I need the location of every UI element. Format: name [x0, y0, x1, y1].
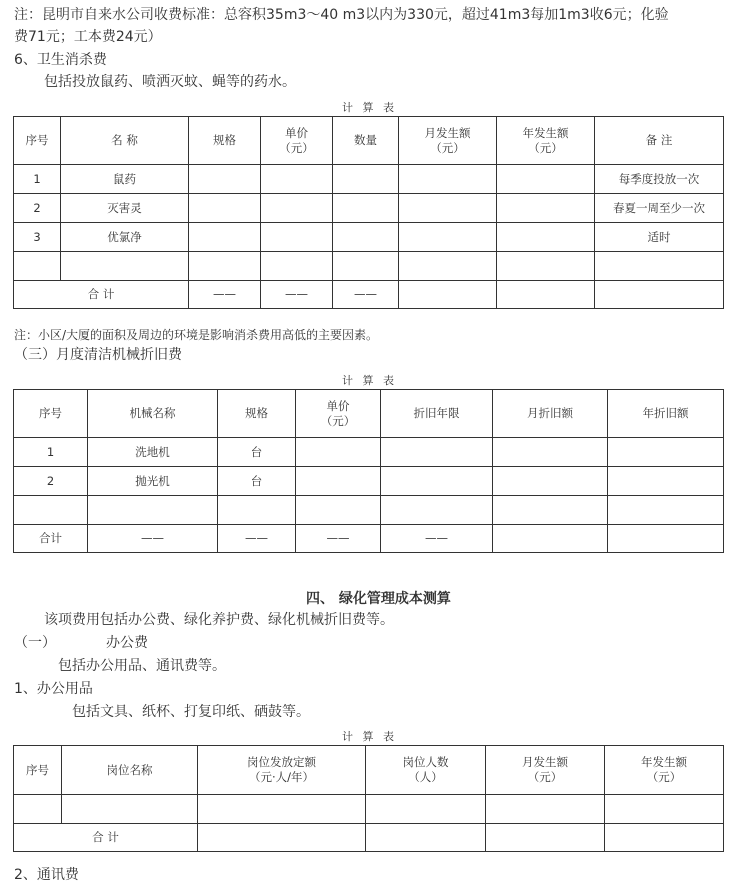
table1-row	[14, 223, 724, 252]
table1-cell: 鼠药	[61, 165, 189, 194]
table1-header-cell: 序号	[14, 117, 61, 165]
table2-cell: 洗地机	[88, 438, 218, 467]
table2-cell	[14, 496, 88, 525]
table2-header-cell: 年折旧额	[608, 390, 724, 438]
table1-cell: 春夏一周至少一次	[595, 194, 724, 223]
table1-cell: 3	[14, 223, 61, 252]
table1-header-cell: 年发生额 （元）	[497, 117, 595, 165]
table2-cell	[381, 467, 493, 496]
table3-header-cell: 岗位名称	[62, 746, 198, 795]
table2-total-cell	[608, 525, 724, 553]
table2-cell	[608, 467, 724, 496]
table2-cell	[381, 438, 493, 467]
table1-caption: 计 算 表	[342, 101, 397, 114]
table1-cell	[333, 223, 399, 252]
table3-header-cell: 年发生额 （元）	[605, 746, 724, 795]
table3-header-cell: 岗位人数 （人）	[366, 746, 486, 795]
table3-caption: 计 算 表	[342, 730, 397, 743]
table2-total-cell	[493, 525, 608, 553]
table2-header-cell: 序号	[14, 390, 88, 438]
table3-cell	[366, 795, 486, 824]
table2-row	[14, 496, 724, 525]
table2-total-cell: ——	[381, 525, 493, 553]
table2	[13, 389, 724, 553]
table2-total-cell: 合计	[14, 525, 88, 553]
table3-header-cell: 月发生额 （元）	[486, 746, 605, 795]
table1-header-cell: 名 称	[61, 117, 189, 165]
sub1-number: （一）	[14, 635, 56, 651]
table1-row	[14, 252, 724, 281]
table2-cell: 2	[14, 467, 88, 496]
table1-note: 注：小区/大厦的面积及周边的环境是影响消杀费用高低的主要因素。	[14, 328, 379, 342]
note-top-line1: 注：昆明市自来水公司收费标准：总容积35m3～40 m3以内为330元，超过41m3每加1m3收6元；化验	[14, 7, 669, 23]
table1-cell	[189, 194, 261, 223]
table2-cell	[493, 438, 608, 467]
table2-cell	[296, 438, 381, 467]
table1-row	[14, 194, 724, 223]
table2-header-cell: 规格	[218, 390, 296, 438]
table3-total-row	[14, 824, 724, 852]
table2-cell: 台	[218, 438, 296, 467]
table1-cell	[261, 223, 333, 252]
part4-desc: 该项费用包括办公费、绿化养护费、绿化机械折旧费等。	[44, 612, 394, 628]
table2-cell: 台	[218, 467, 296, 496]
table2-cell	[381, 496, 493, 525]
table1-cell	[399, 223, 497, 252]
table2-total-cell: ——	[296, 525, 381, 553]
table2-header-cell: 机械名称	[88, 390, 218, 438]
sub1-title: 办公费	[106, 635, 148, 651]
item1-title: 1、办公用品	[14, 681, 93, 697]
table1-cell: 灭害灵	[61, 194, 189, 223]
table1-total-row	[14, 281, 724, 309]
table2-total-row	[14, 525, 724, 553]
table3-header-cell: 序号	[14, 746, 62, 795]
table1-cell	[333, 194, 399, 223]
table1-cell: 每季度投放一次	[595, 165, 724, 194]
section3-title: （三）月度清洁机械折旧费	[14, 347, 182, 363]
table1-cell	[189, 252, 261, 281]
table3-cell	[486, 795, 605, 824]
table1-cell	[497, 194, 595, 223]
table3-row	[14, 795, 724, 824]
table1-cell	[189, 165, 261, 194]
table2-row	[14, 467, 724, 496]
part4-title: 四、 绿化管理成本测算	[306, 591, 451, 607]
table2-total-cell: ——	[88, 525, 218, 553]
table1-cell	[399, 194, 497, 223]
table1-cell	[497, 252, 595, 281]
table2-cell	[608, 438, 724, 467]
table2-cell	[608, 496, 724, 525]
table1	[13, 116, 724, 309]
table3	[13, 745, 724, 852]
sub1-desc: 包括办公用品、通讯费等。	[58, 658, 226, 674]
table1-total-spec: ——	[189, 281, 261, 309]
table2-cell	[493, 467, 608, 496]
table2-cell	[493, 496, 608, 525]
table3-cell	[605, 795, 724, 824]
table2-cell: 抛光机	[88, 467, 218, 496]
table1-cell	[261, 252, 333, 281]
table3-cell	[14, 795, 62, 824]
section6-desc: 包括投放鼠药、喷洒灭蚊、蝇等的药水。	[44, 74, 296, 90]
table3-total-label: 合 计	[14, 824, 198, 852]
table1-cell	[399, 252, 497, 281]
table2-cell	[88, 496, 218, 525]
table2-cell	[296, 467, 381, 496]
table2-cell: 1	[14, 438, 88, 467]
table2-caption: 计 算 表	[342, 374, 397, 387]
table1-cell	[333, 252, 399, 281]
table1-header-cell: 单价 （元）	[261, 117, 333, 165]
table1-cell	[497, 165, 595, 194]
table1-row	[14, 165, 724, 194]
table1-cell: 1	[14, 165, 61, 194]
table1-cell	[595, 252, 724, 281]
table1-header-cell: 数量	[333, 117, 399, 165]
table2-cell	[218, 496, 296, 525]
note-top-line2: 费71元；工本费24元）	[14, 29, 162, 45]
table1-header-cell: 备 注	[595, 117, 724, 165]
table1-cell	[261, 165, 333, 194]
table2-row	[14, 438, 724, 467]
section6-title: 6、卫生消杀费	[14, 52, 107, 68]
table1-cell	[189, 223, 261, 252]
table1-cell	[14, 252, 61, 281]
table3-cell	[62, 795, 198, 824]
table1-cell	[399, 165, 497, 194]
table1-cell: 2	[14, 194, 61, 223]
item1-desc: 包括文具、纸杯、打复印纸、硒鼓等。	[72, 704, 310, 720]
table2-total-cell: ——	[218, 525, 296, 553]
table2-cell	[296, 496, 381, 525]
table1-cell	[261, 194, 333, 223]
table1-header-cell: 月发生额 （元）	[399, 117, 497, 165]
table3-header-cell: 岗位发放定额 （元·人/年）	[198, 746, 366, 795]
table1-cell: 适时	[595, 223, 724, 252]
table2-header-cell: 月折旧额	[493, 390, 608, 438]
table1-cell: 优氯净	[61, 223, 189, 252]
table1-total-label: 合 计	[14, 281, 189, 309]
table1-cell	[333, 165, 399, 194]
table1-cell	[497, 223, 595, 252]
table2-header-cell: 折旧年限	[381, 390, 493, 438]
table1-cell	[61, 252, 189, 281]
table1-total-price: ——	[261, 281, 333, 309]
item2-title: 2、通讯费	[14, 867, 79, 883]
table1-total-qty: ——	[333, 281, 399, 309]
table2-header-cell: 单价 （元）	[296, 390, 381, 438]
table1-header-cell: 规格	[189, 117, 261, 165]
table3-cell	[198, 795, 366, 824]
